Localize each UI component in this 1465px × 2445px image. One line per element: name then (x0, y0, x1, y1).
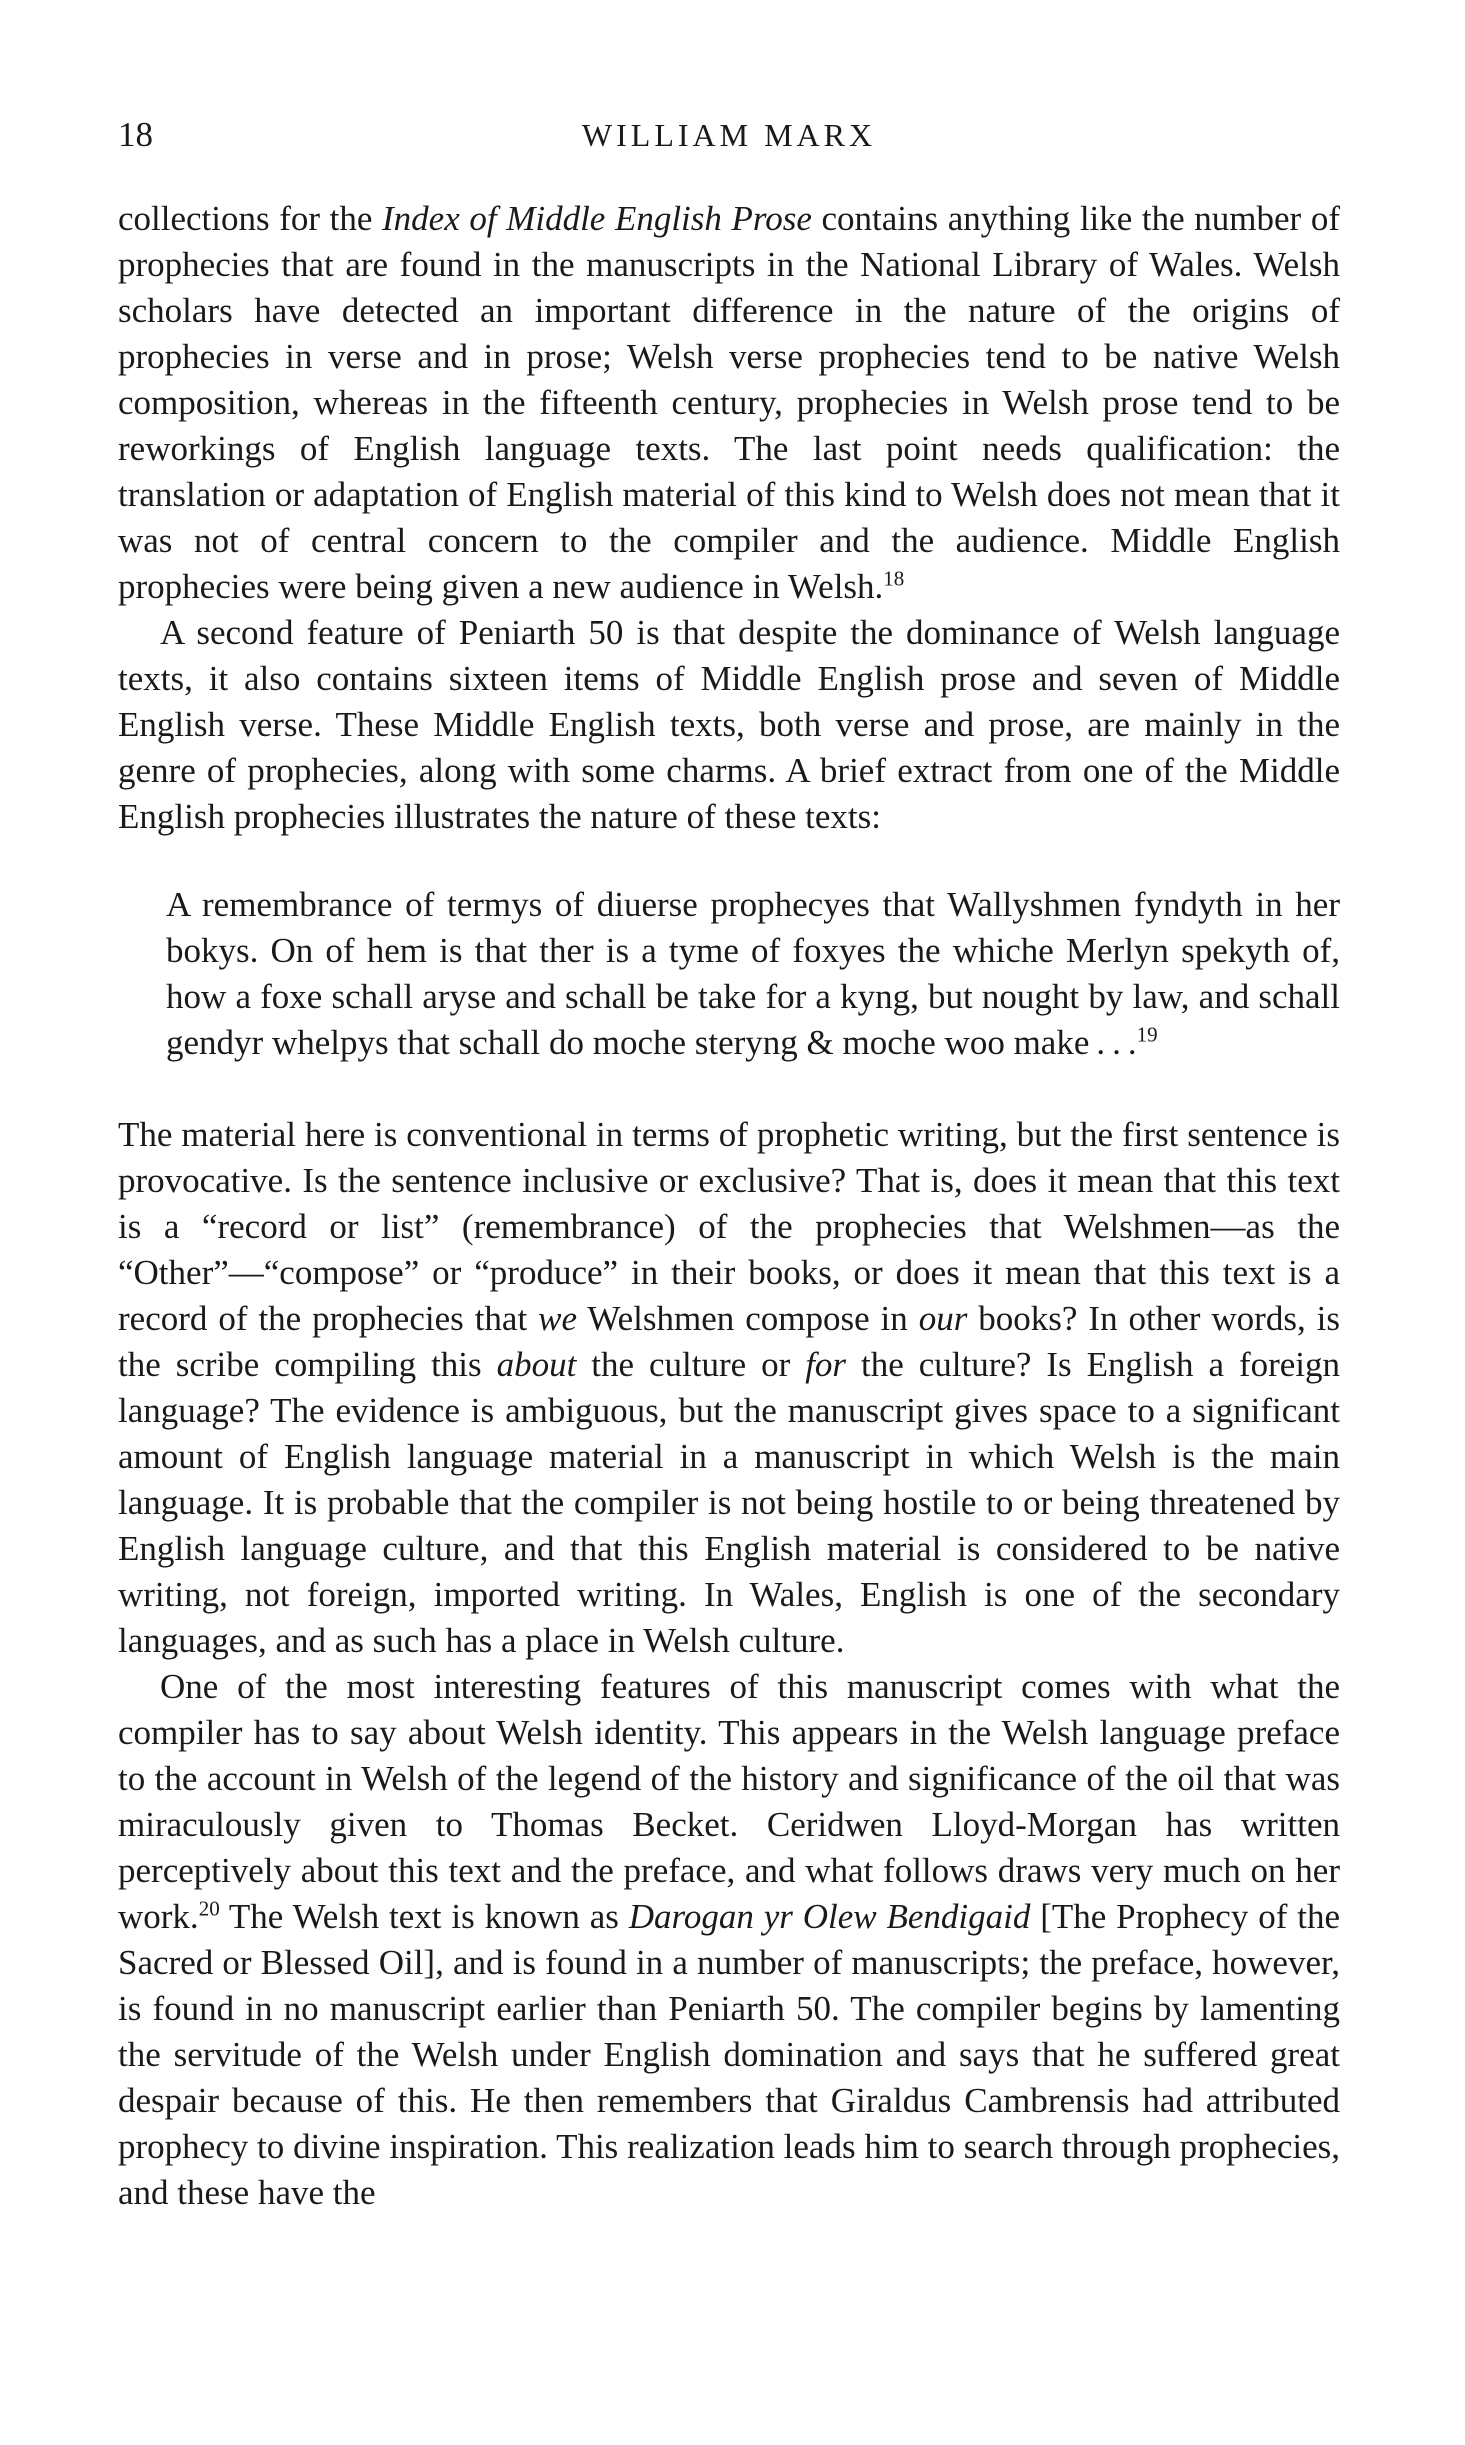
paragraph-2: A second feature of Peniarth 50 is that despite the dominance of Welsh language texts, it also contains sixteen items of Middle English prose and seven of Middle English verse. These Middle English texts, both verse and prose, are mainly in the genre of prophecies, along with some charms. A brief extract from one of the Middle English prophecies illustrates the nature of these texts: (118, 613, 1340, 836)
running-title: WILLIAM MARX (581, 117, 877, 153)
paragraph-4-text-a: One of the most interesting features of this manuscript comes with what the compiler has to say about Welsh identity. This appears in the Welsh language preface to the account in Welsh of the legend of the history and significance of the oil that was miraculously given to Thomas Becket. Ceridwen Lloyd-Morgan has written perceptively about this text and the preface, and what follows draws very much on her work. (118, 1667, 1340, 1936)
paragraph-3-text-c: Welshmen compose in (577, 1299, 919, 1338)
paragraph-4-text-b: The Welsh text is known as (219, 1897, 629, 1936)
paragraph-3-text-i: the culture? Is English a foreign language? The evidence is ambiguous, but the manuscript gives space to a significant amount of English language material in a manuscript in which Welsh is the main language. It is probable that the compiler is not being hostile to or being threatened by English language culture, and that this English material is considered to be native writing, not foreign, imported writing. In Wales, English is one of the secondary languages, and as such has a place in Welsh culture. (118, 1345, 1341, 1660)
page-number: 18 (118, 115, 153, 154)
page-header (118, 110, 1340, 160)
paragraph-1-text-a: collections for the (118, 199, 383, 238)
paragraph-4 (118, 1664, 1340, 2216)
footnote-ref-18[interactable]: 18 (883, 566, 905, 591)
footnote-ref-19[interactable]: 19 (1136, 1022, 1158, 1047)
italic-our: our (918, 1299, 968, 1338)
block-quote (166, 882, 1340, 1066)
paragraph-1-text-c: contains anything like the number of prophecies that are found in the manuscripts in the National Library of Wales. Welsh scholars have detected an important difference in the nature of the origins of prophecies in verse and in prose; Welsh verse prophecies tend to be native Welsh composition, whereas in the fifteenth century, prophecies in Welsh prose tend to be reworkings of English language texts. The last point needs qualification: the translation or adaptation of English material of this kind to Welsh does not mean that it was not of central concern to the compiler and the audience. Middle English prophecies were being given a new audience in Welsh. (118, 199, 1340, 606)
italic-about: about (496, 1345, 577, 1384)
paragraph-3-text-e: books? In other words, is the scribe compiling this (118, 1299, 1340, 1384)
body-text (118, 196, 1340, 2216)
paragraph-3-text-g: the culture or (576, 1345, 806, 1384)
paragraph-3 (118, 1112, 1340, 1664)
italic-for: for (805, 1345, 847, 1384)
quote-text: A remembrance of termys of diuerse prophecyes that Wallyshmen fyndyth in her bokys. On of hem is that ther is a tyme of foxyes the whiche Merlyn spekyth of, how a foxe schall aryse and schall be take for a kyng, but nought by law, and schall gendyr whelpys that schall do moche steryng & moche woo make . . . (166, 885, 1340, 1062)
italic-we: we (538, 1299, 578, 1338)
paragraph-1 (118, 196, 1340, 610)
paragraph-3-text-a: The material here is conventional in terms of prophetic writing, but the first sentence is provocative. Is the sentence inclusive or exclusive? That is, does it mean that this text is a “record or list” (remembrance) of the prophecies that Welshmen—as the “Other”—“compose” or “produce” in their books, or does it mean that this text is a record of the prophecies that (118, 1115, 1340, 1338)
index-title-italic: Index of Middle English Prose (382, 199, 812, 238)
paragraph-4-text-d: [The Prophecy of the Sacred or Blessed Oil], and is found in a number of manuscripts; the preface, however, is found in no manuscript earlier than Peniarth 50. The compiler begins by lamenting the servitude of the Welsh under English domination and says that he suffered great despair because of this. He then remembers that Giraldus Cambrensis had attributed prophecy to divine inspiration. This realization leads him to search through prophecies, and these have the (118, 1897, 1340, 2212)
footnote-ref-20[interactable]: 20 (198, 1896, 220, 1921)
darogan-title-italic: Darogan yr Olew Bendigaid (628, 1897, 1031, 1936)
